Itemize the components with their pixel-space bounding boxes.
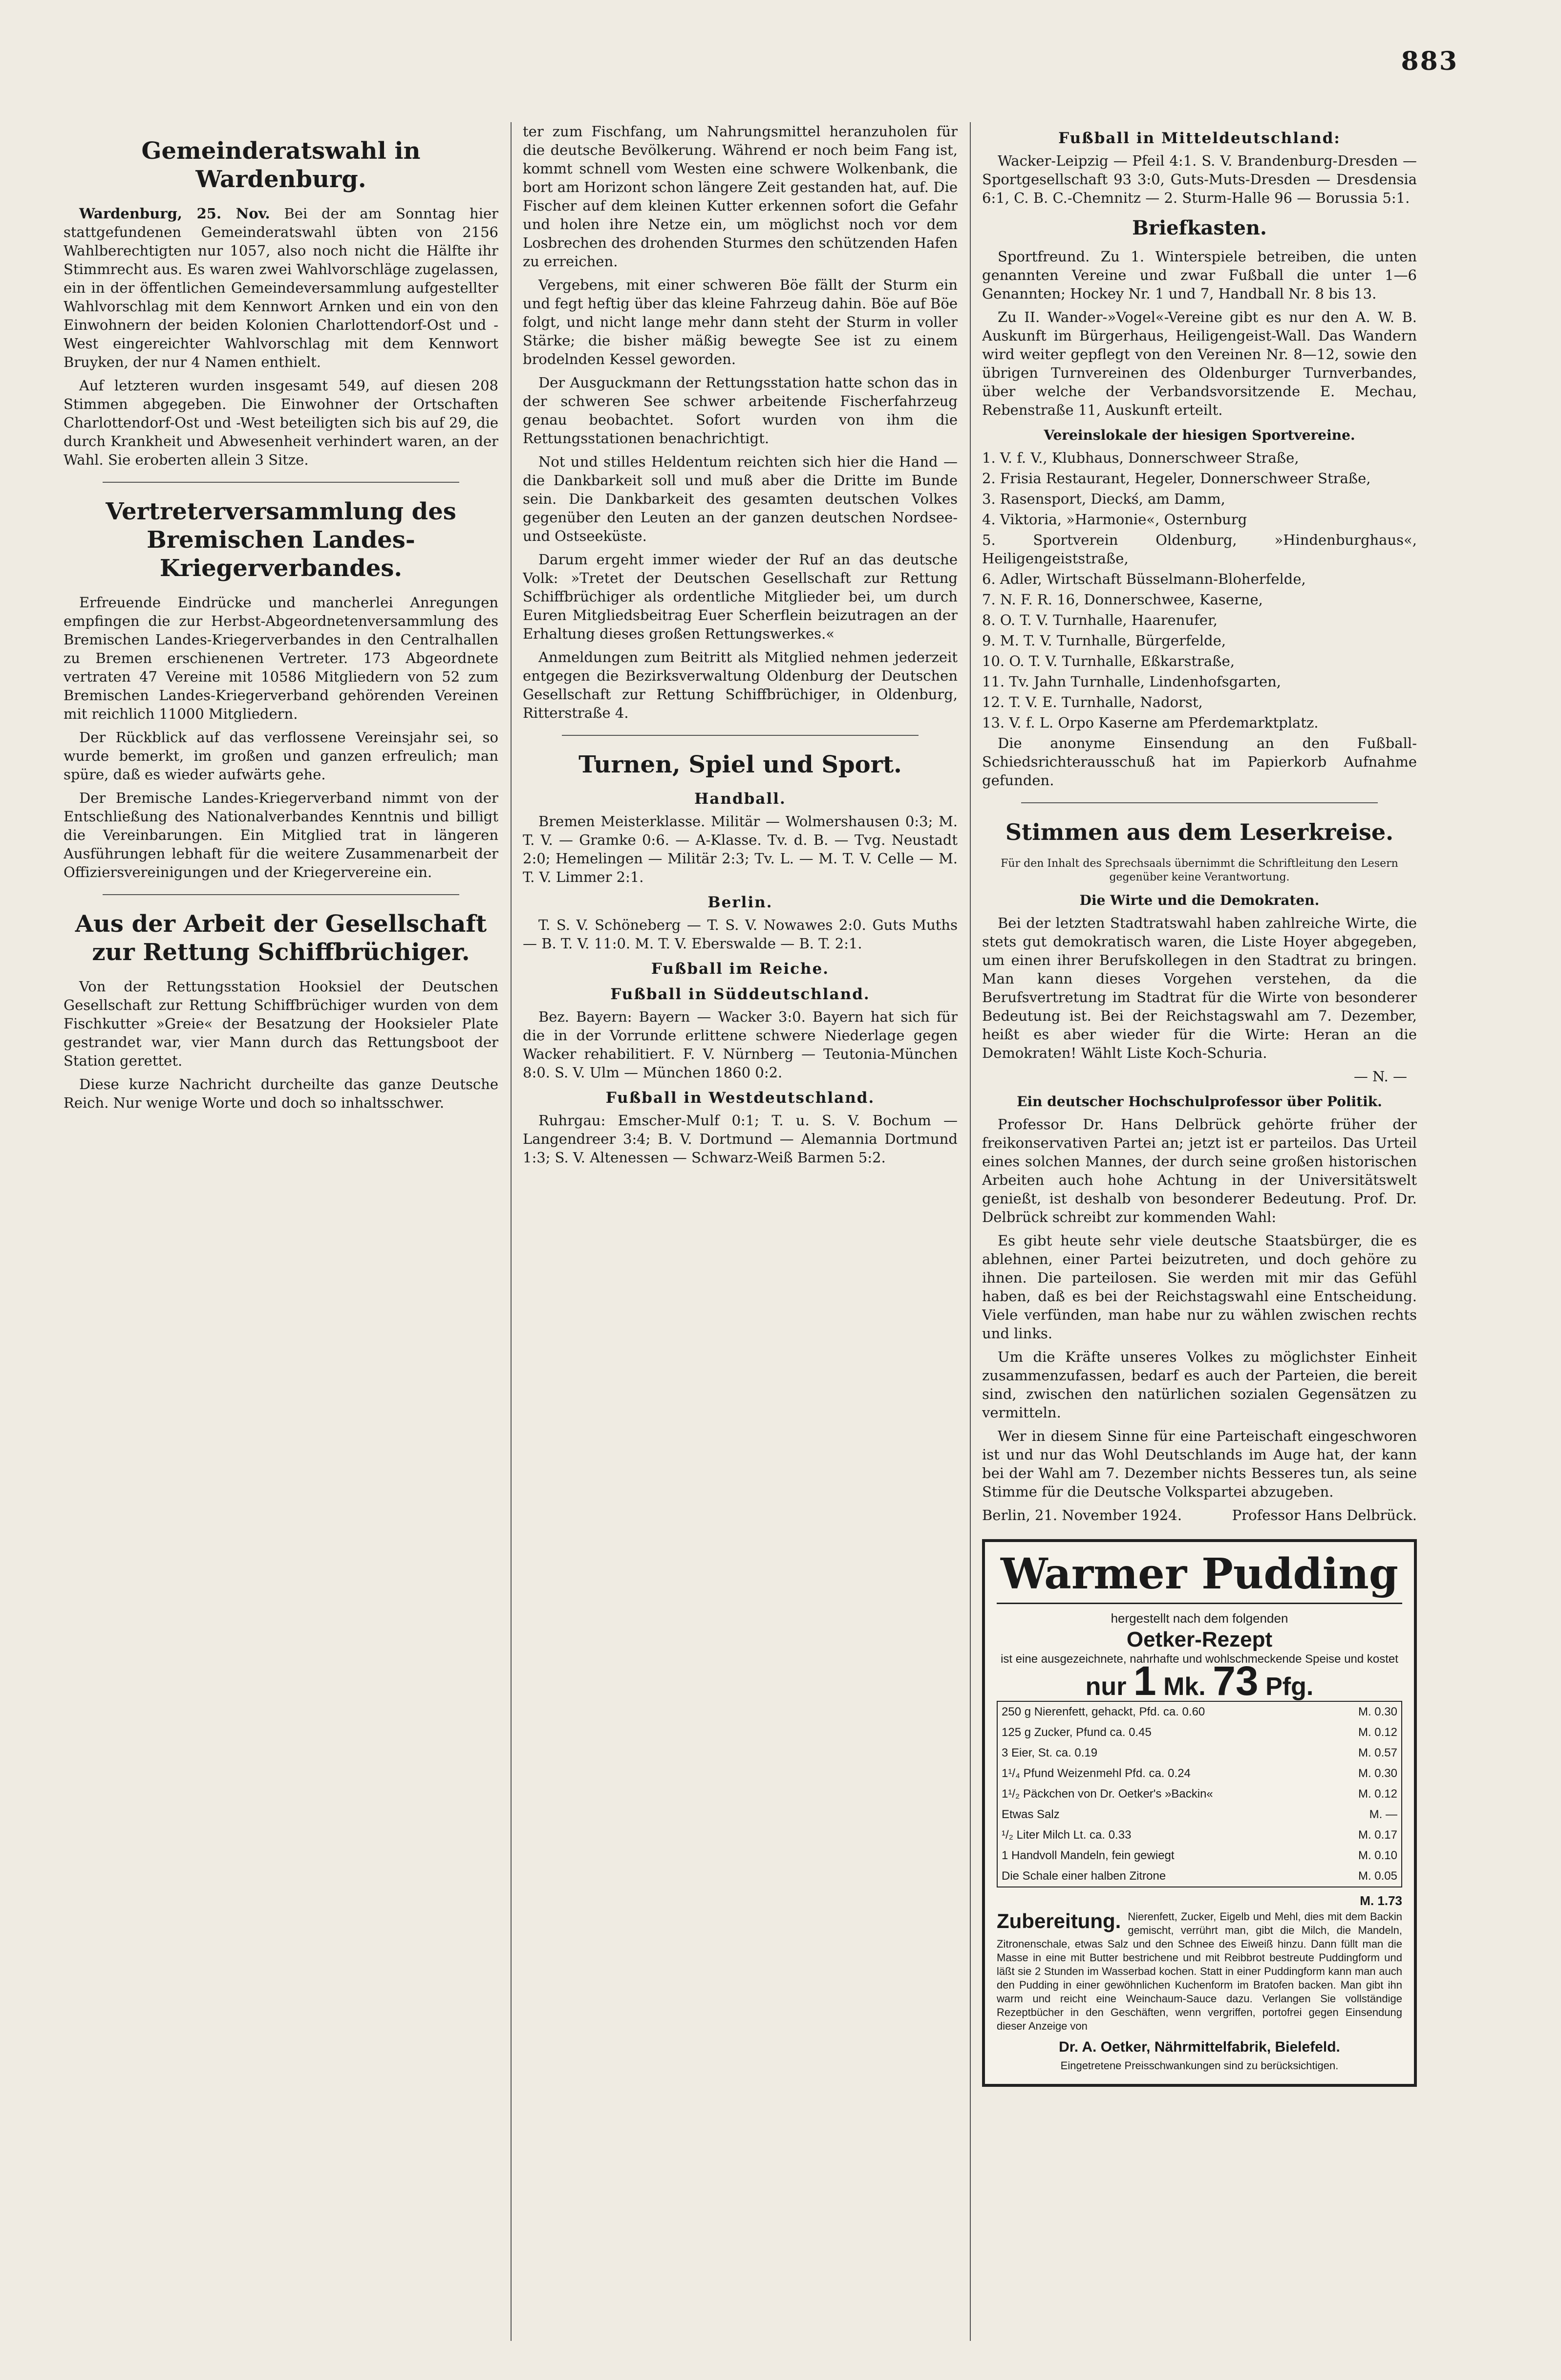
article-paragraph: Erfreuende Eindrücke und mancherlei Anregungen empfingen die zur Herbst-Abgeordnetenversammlung des Bremischen Landes-Kriegerverbandes in den Centralhallen zu Bremen erschienenen Vertreter. 173 Abgeordnete vertraten 47 Vereine mit 10586 Mitgliedern von 52 zum Bremischen Landes-Kriegerverband gehörenden Vereinen mit reichlich 11000 Mitgliedern. (64, 594, 498, 722)
section-subhead: Vereinslokale der hiesigen Sportvereine. (1044, 427, 1355, 443)
section-subhead: Berlin. (707, 894, 773, 911)
pudding-advertisement (982, 1539, 1417, 2087)
article-paragraph: Der Bremische Landes-Kriegerverband nimmt von der Entschließung des Nationalverbandes Kenntnis und billigt die Vereinbarungen. Ein Mitglied trat in längeren Ausführungen lebhaft für die weitere Zusammenarbeit der Offiziersvereinigungen und der Kriegervereine ein. (64, 790, 498, 880)
section-subhead: Fußball im Reiche. (651, 960, 830, 978)
column-2 (523, 122, 958, 2341)
sport-results: Wacker-Leipzig — Pfeil 4:1. S. V. Brandenburg-Dresden — Sportgesellschaft 93 3:0, Guts-Muts-Dresden — Dresdensia 6:1, C. B. C.-Chemnitz — 2. Sturm-Halle 96 — Borussia 5:1. (982, 152, 1417, 206)
ingredient-name: Die Schale einer halben Zitrone (1002, 1869, 1166, 1883)
ingredient-name: 3 Eier, St. ca. 0.19 (1002, 1746, 1098, 1759)
ingredient-row (997, 1743, 1402, 1763)
club-list-item: 8. O. T. V. Turnhalle, Haarenufer, (982, 612, 1218, 628)
article-paragraph: Bei der letzten Stadtratswahl haben zahlreiche Wirte, die stets gut demokratisch waren, die Liste Hoyer abgegeben, um einen ihrer Berufskollegen in den Stadtrat zu bringen. Man kann dieses Vorgehen verstehen, da die Berufsvertretung im Stadtrat für die Wirte von besonderer Bedeutung ist. Bei der Reichstagswahl am 7. Dezember, heißt es aber wieder für die Wirte: Heran an die Demokraten! Wählt Liste Koch-Schuria. (982, 915, 1417, 1061)
column-3 (982, 122, 1417, 2341)
section-title: Stimmen aus dem Leserkreise. (1005, 819, 1394, 845)
column-rule (511, 122, 512, 2341)
article-paragraph: Auf letzteren wurden insgesamt 549, auf diesen 208 Stimmen abgegeben. Die Einwohner der Ortschaften Charlottendorf-Ost und -West beteiligten sich bis auf 29, die durch Krankheit und Abwesenheit verhindert waren, an der Wahl. Sie eroberten allein 3 Sitze. (64, 377, 498, 468)
separator (103, 894, 459, 895)
dateline (982, 1506, 1417, 1524)
ad-line: hergestellt nach dem folgenden (1111, 1611, 1288, 1626)
ad-brand: Oetker-Rezept (1126, 1628, 1273, 1651)
ingredient-name: 1¹/₄ Pfund Weizenmehl Pfd. ca. 0.24 (1002, 1767, 1191, 1780)
signature: Professor Hans Delbrück. (1232, 1507, 1417, 1523)
sport-results: T. S. V. Schöneberg — T. S. V. Nowawes 2:0. Guts Muths — B. T. V. 11:0. M. T. V. Eberswalde — B. T. 2:1. (523, 917, 958, 952)
article-paragraph (64, 204, 498, 371)
article-paragraph: Von der Rettungsstation Hooksiel der Deutschen Gesellschaft zur Rettung Schiffbrüchiger wurden von dem Fischkutter »Greie« der Besatzung der Hooksieler Plate gestrandet war, vier Mann durch das Rettungsboot der Station gerettet. (64, 978, 498, 1069)
article-title: Vertreterversammlung des Bremischen Landes-Kriegerverbandes. (106, 498, 456, 582)
ad-preparation (997, 1910, 1402, 2033)
section-subhead: Fußball in Süddeutschland. (610, 986, 870, 1003)
article-paragraph: Sportfreund. Zu 1. Winterspiele betreiben, die unten genannten Vereine und zwar Fußball die unter 1—6 Genannten; Hockey Nr. 1 und 7, Handball Nr. 8 bis 13. (982, 248, 1417, 302)
article-paragraph: Vergebens, mit einer schweren Böe fällt der Sturm ein und fegt heftig über das kleine Fahrzeug dahin. Böe auf Böe folgt, und nicht lange mehr dann steht der Sturm in voller Stärke; die bisher mäßig bewegte See ist zu einem brodelnden Kessel geworden. (523, 277, 958, 367)
section-subhead: Fußball in Mitteldeutschland: (1058, 129, 1341, 147)
article-title: Aus der Arbeit der Gesellschaft zur Rettung Schiffbrüchiger. (75, 910, 487, 966)
column-1 (64, 122, 498, 2341)
section-subhead: Fußball in Westdeutschland. (605, 1089, 875, 1107)
article-paragraph: Darum ergeht immer wieder der Ruf an das deutsche Volk: »Tretet der Deutschen Gesellschaft zur Rettung Schiffbrüchiger als ordentliche Mitglieder bei, um durch Euren Mitgliedsbeitrag Euer Scherflein beizutragen an der Erhaltung dieses großen Rettungswerkes.« (523, 551, 958, 642)
club-list-item: 10. O. T. V. Turnhalle, Eßkarstraße, (982, 653, 1235, 669)
article-paragraph: Zu II. Wander-»Vogel«-Vereine gibt es nur den A. W. B. Auskunft im Bürgerhaus, Heiligengeist-Wall. Das Wandern wird weiter gepflegt von den Vereinen Nr. 8—12, sowie den übrigen Turnvereinen des Oldenburger Turnverbandes, über welche der Verbandsvorsitzende E. Mechau, Rebenstraße 11, Auskunft erteilt. (982, 309, 1417, 418)
price-prefix: nur (1085, 1672, 1127, 1701)
sport-results: Bez. Bayern: Bayern — Wacker 3:0. Bayern hat sich für die in der Vorrunde erlittene schwere Niederlage gegen Wacker rehabilitiert. F. V. Nürnberg — Teutonia-München 8:0. S. V. Ulm — München 1860 0:2. (523, 1008, 958, 1081)
ingredient-amount: M. 0.05 (1358, 1869, 1397, 1883)
ad-sum: M. 1.73 (1360, 1893, 1402, 1908)
ingredient-table (997, 1701, 1402, 1887)
ingredient-row (997, 1722, 1402, 1743)
club-list-item: 12. T. V. E. Turnhalle, Nadorst, (982, 694, 1203, 710)
page-number: 883 (1401, 46, 1458, 76)
article-paragraph: Not und stilles Heldentum reichten sich hier die Hand — die Dankbarkeit soll und muß aber die Dritte im Bunde sein. Die Dankbarkeit des gesamten deutschen Volkes gegenüber den Leuten an der ganzen deutschen Nordsee- und Ostseeküste. (523, 453, 958, 544)
date-text: Berlin, 21. November 1924. (982, 1507, 1182, 1523)
price-cents: 73 (1213, 1658, 1259, 1704)
article-paragraph: Der Ausguckmann der Rettungsstation hatte schon das in der schweren See schwer arbeitende Fischerfahrzeug genau beobachtet. Sofort wurden von ihm die Rettungsstationen benachrichtigt. (523, 374, 958, 447)
club-list-item: 6. Adler, Wirtschaft Büsselmann-Bloherfelde, (982, 571, 1306, 587)
ingredient-name: Etwas Salz (1002, 1808, 1060, 1821)
column-rule (970, 122, 971, 2341)
ingredient-amount: M. 0.12 (1358, 1726, 1397, 1739)
separator (103, 482, 459, 483)
club-list-item: 1. V. f. V., Klubhaus, Donnerschweer Straße, (982, 450, 1299, 466)
section-subhead: Die Wirte und die Demokraten. (1079, 892, 1320, 908)
club-list-item: 3. Rasensport, Dieckś, am Damm, (982, 491, 1225, 507)
price-mark: 1 (1133, 1658, 1156, 1704)
ingredient-amount: M. 0.12 (1358, 1787, 1397, 1801)
ingredient-row (997, 1804, 1402, 1825)
article-paragraph: Diese kurze Nachricht durcheilte das ganze Deutsche Reich. Nur wenige Worte und doch so inhaltsschwer. (64, 1076, 498, 1111)
article-paragraph: Um die Kräfte unseres Volkes zu möglichster Einheit zusammenzufassen, bedarf es auch der Parteien, die bereit sind, zwischen den natürlichen sozialen Gegensätzen zu vermitteln. (982, 1349, 1417, 1421)
sport-results: Bremen Meisterklasse. Militär — Wolmershausen 0:3; M. T. V. — Gramke 0:6. — A-Klasse. Tv. d. B. — Tvg. Neustadt 2:0; Hemelingen — Militär 2:3; Tv. L. — M. T. V. Celle — M. T. V. Limmer 2:1. (523, 813, 958, 885)
preparation-title: Zubereitung. (997, 1909, 1121, 1932)
ingredient-name: ¹/₂ Liter Milch Lt. ca. 0.33 (1002, 1828, 1132, 1842)
preparation-text: Nierenfett, Zucker, Eigelb und Mehl, dies mit dem Backin gemischt, verrührt man, gibt die Milch, die Mandeln, Zitronenschale, etwas Salz und den Schnee des Eiweiß hinzu. Dann füllt man die Masse in eine mit Butter bestrichene und mit Reibbrot bestreute Puddingform und läßt sie 2 Stunden im Wasserbad kochen. Statt in einer Puddingform kann man auch den Pudding in einer gewöhnlichen Kuchenform im Bratofen backen. Man gibt ihn warm und reicht eine Weinchaum-Sauce dazu. Verlangen Sie vollständige Rezeptbücher in den Geschäften, wenn vergriffen, portofrei gegen Einsendung dieser Anzeige von (997, 1910, 1402, 2032)
ingredient-row (997, 1701, 1402, 1722)
club-list (982, 449, 1417, 732)
ingredient-name: 1¹/₂ Päckchen von Dr. Oetker's »Backin« (1002, 1787, 1213, 1801)
section-subhead: Ein deutscher Hochschulprofessor über Politik. (1017, 1094, 1382, 1110)
dateline: Wardenburg, 25. Nov. (79, 205, 270, 222)
article-text: Bei der am Sonntag hier stattgefundenen Gemeinderatswahl übten von 2156 Wahlberechtigten nur 1057, also noch nicht die Hälfte ihr Stimmrecht aus. Es waren zwei Wahlvorschläge zugelassen, ein in der öffentlichen Gemeindeversammlung aufgestellter Wahlvorschlag mit dem Kennwort Arnken und ein von den Einwohnern der beiden Kolonien Charlottendorf-Ost und -West eingereichter Wahlvorschlag mit dem Kennwort Bruyken, der nur 4 Namen enthielt. (64, 205, 498, 370)
club-list-item: 7. N. F. R. 16, Donnerschwee, Kaserne, (982, 591, 1263, 608)
separator (1021, 802, 1378, 803)
ad-footnote: Eingetretene Preisschwankungen sind zu berücksichtigen. (1060, 2059, 1339, 2072)
ingredient-row (997, 1763, 1402, 1784)
article-paragraph: Es gibt heute sehr viele deutsche Staatsbürger, die es ablehnen, einer Partei beizutreten, und doch gehöre zu ihnen. Die parteilosen. Sie werden mit mir das Gefühl haben, daß es bei der Reichstagswahl eine Entscheidung. Viele verfünden, man habe nur zu wählen zwischen rechts und links. (982, 1232, 1417, 1342)
ingredient-name: 250 g Nierenfett, gehackt, Pfd. ca. 0.60 (1002, 1705, 1205, 1718)
club-list-item: 2. Frisia Restaurant, Hegeler, Donnerschweer Straße, (982, 470, 1371, 487)
ad-intro (997, 1609, 1402, 1704)
ingredient-name: 1 Handvoll Mandeln, fein gewiegt (1002, 1849, 1175, 1862)
ingredient-row (997, 1825, 1402, 1845)
ad-company: Dr. A. Oetker, Nährmittelfabrik, Bielefeld. (1059, 2039, 1340, 2055)
disclaimer-note: Für den Inhalt des Sprechsaals übernimmt die Schriftleitung den Lesern gegenüber keine Verantwortung. (1001, 858, 1398, 883)
sport-results: Ruhrgau: Emscher-Mulf 0:1; T. u. S. V. Bochum — Langendreer 3:4; B. V. Dortmund — Alemannia Dortmund 1:3; S. V. Altenessen — Schwarz-Weiß Barmen 5:2. (523, 1112, 958, 1166)
club-list-item: 13. V. f. L. Orpo Kaserne am Pferdemarktplatz. (982, 714, 1319, 731)
ingredient-amount: M. 0.10 (1358, 1849, 1397, 1862)
price-suffix: Pfg. (1265, 1672, 1314, 1701)
article-paragraph: Anmeldungen zum Beitritt als Mitglied nehmen jederzeit entgegen die Bezirksverwaltung Oldenburg der Deutschen Gesellschaft zur Rettung Schiffbrüchiger, in Oldenburg, Ritterstraße 4. (523, 649, 958, 721)
ingredient-amount: M. 0.17 (1358, 1828, 1397, 1842)
section-subhead: Handball. (694, 790, 786, 808)
article-paragraph: ter zum Fischfang, um Nahrungsmittel heranzuholen für die deutsche Bevölkerung. Während er noch beim Fang ist, kommt schnell vom Westen eine schwere Wolkenbank, die bort am Horizont schon längere Zeit gestanden hat, auf. Die Fischer auf dem kleinen Kutter erkennen sofort die Gefahr und holen ihre Netze ein, um möglichst noch vor dem Losbrechen des drohenden Sturmes den schützenden Hafen zu erreichen. (523, 123, 958, 270)
ingredient-amount: M. 0.57 (1358, 1746, 1397, 1759)
ingredient-row (997, 1845, 1402, 1866)
article-paragraph: Die anonyme Einsendung an den Fußball-Schiedsrichterausschuß hat im Papierkorb Aufnahme gefunden. (982, 735, 1417, 789)
article-title: Gemeinderatswahl in Wardenburg. (141, 137, 421, 193)
section-title: Turnen, Spiel und Sport. (578, 751, 902, 778)
article-paragraph: Der Rückblick auf das verflossene Vereinsjahr sei, so wurde bemerkt, im großen und ganzen erfreulich; man spüre, daß es wieder aufwärts gehe. (64, 729, 498, 783)
section-title: Briefkasten. (1132, 216, 1267, 239)
ingredient-amount: M. — (1369, 1808, 1397, 1821)
club-list-item: 4. Viktoria, »Harmonie«, Osternburg (982, 511, 1247, 528)
ingredient-name: 125 g Zucker, Pfund ca. 0.45 (1002, 1726, 1152, 1739)
club-list-item: 11. Tv. Jahn Turnhalle, Lindenhofsgarten, (982, 673, 1282, 690)
ad-title: Warmer Pudding (997, 1551, 1402, 1604)
ingredient-amount: M. 0.30 (1358, 1767, 1397, 1780)
separator (562, 735, 919, 736)
ad-praise: ist eine ausgezeichnete, nahrhafte und wohlschmeckende Speise und kostet (1001, 1652, 1398, 1666)
ingredient-row (997, 1784, 1402, 1804)
article-paragraph: Professor Dr. Hans Delbrück gehörte früher der freikonservativen Partei an; jetzt ist er parteilos. Das Urteil eines solchen Mannes, der durch seine großen historischen Arbeiten auch hohe Achtung in der Universitätswelt genießt, ist deshalb von besonderer Bedeutung. Prof. Dr. Delbrück schreibt zur kommenden Wahl: (982, 1116, 1417, 1225)
article-paragraph: Wer in diesem Sinne für eine Parteischaft eingeschworen ist und nur das Wohl Deutschlands im Auge hat, der kann bei der Wahl am 7. Dezember nichts Besseres tun, als seine Stimme für die Deutsche Volkspartei abzugeben. (982, 1428, 1417, 1500)
club-list-item: 9. M. T. V. Turnhalle, Bürgerfelde, (982, 632, 1226, 649)
signature: — N. — (1353, 1068, 1407, 1085)
ingredient-row (997, 1866, 1402, 1887)
ingredient-amount: M. 0.30 (1358, 1705, 1397, 1718)
club-list-item: 5. Sportverein Oldenburg, »Hindenburghaus«, Heiligengeiststraße, (982, 532, 1417, 567)
price-unit: Mk. (1163, 1672, 1206, 1701)
